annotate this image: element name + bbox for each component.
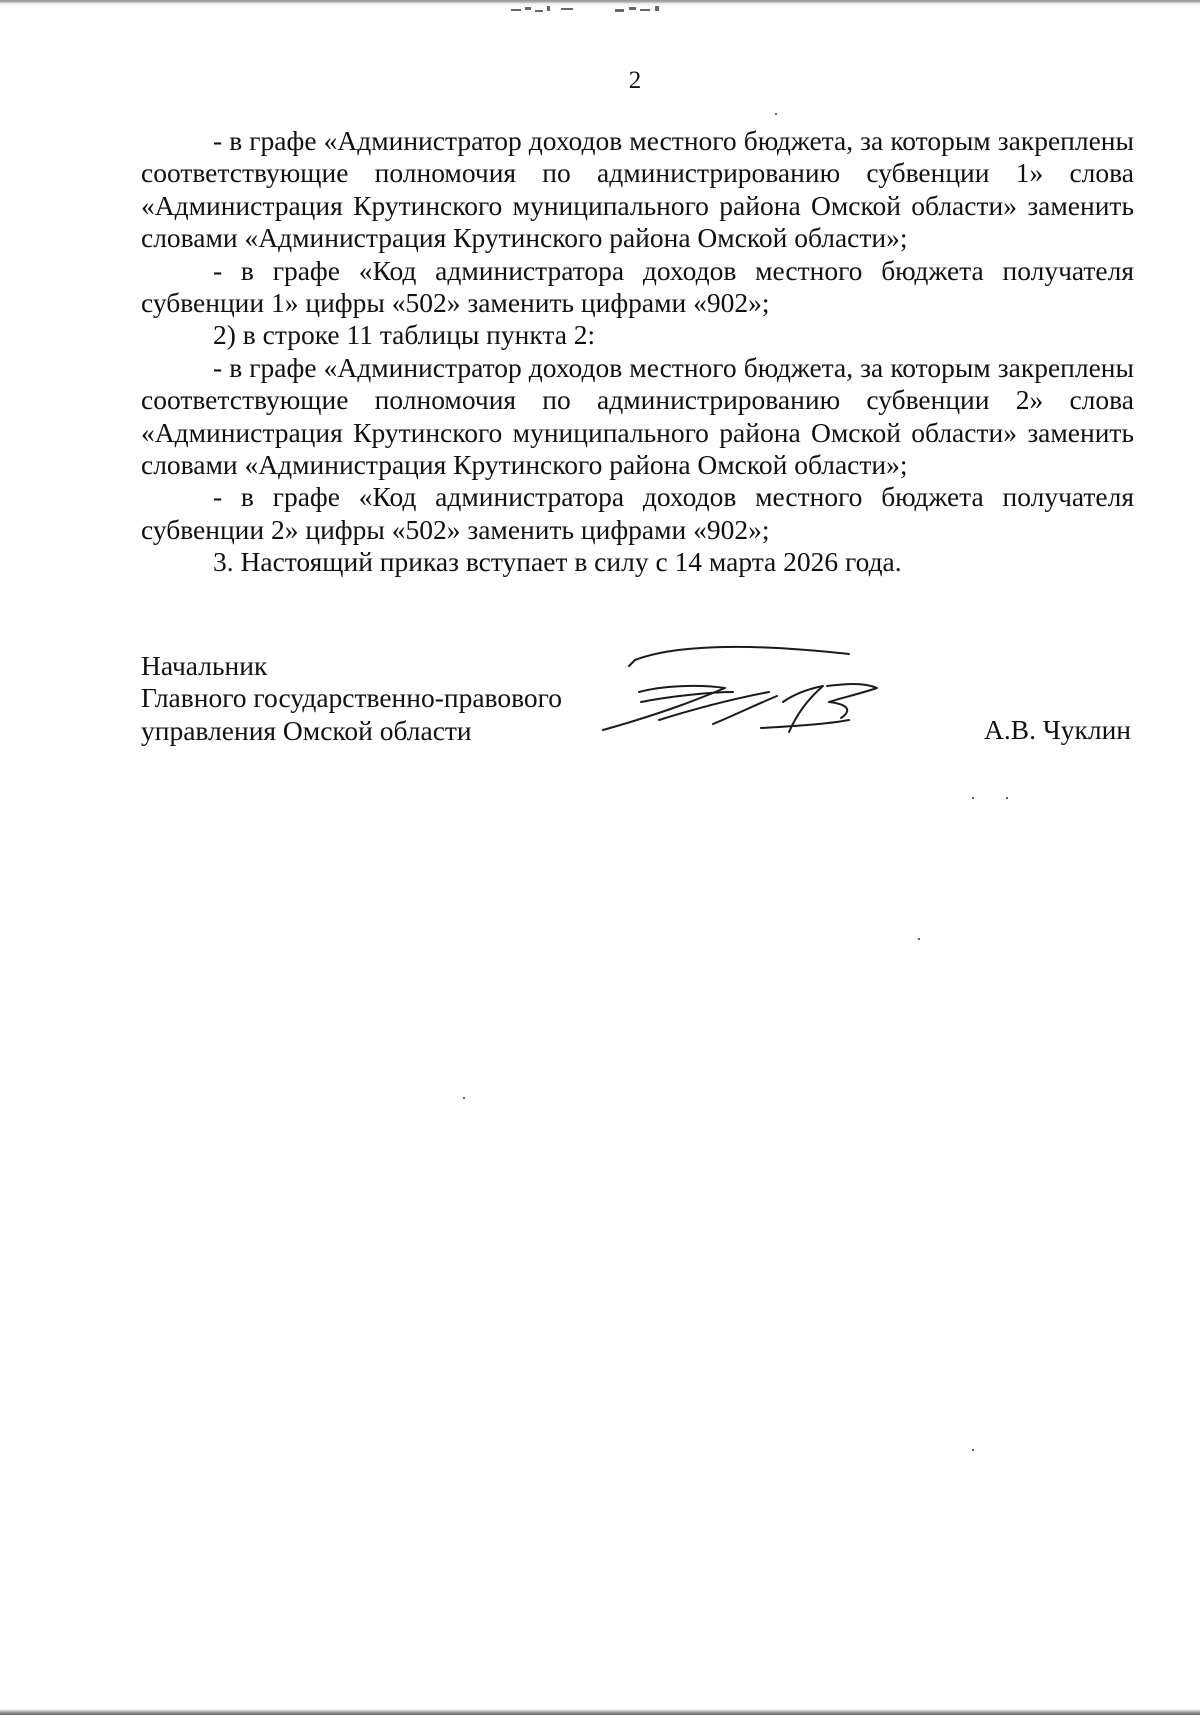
scan-artifact <box>505 3 695 17</box>
paragraph-code-column-subvention-1: - в графе «Код администратора доходов местного бюджета получателя субвенции 1» цифры «502» заменить цифрами «902»; <box>141 254 1134 319</box>
signature-block <box>141 650 1141 760</box>
signer-position-line: управления Омской области <box>141 714 472 746</box>
page-number: 2 <box>628 67 642 94</box>
paragraph-row-11-table-2: 2) в строке 11 таблицы пункта 2: <box>213 319 596 351</box>
scan-speck <box>972 797 974 799</box>
scan-speck <box>463 1097 465 1099</box>
paragraph-admin-column-subvention-1: - в графе «Администратор доходов местного бюджета, за которым закреплены соответствующие полномочия по администрированию субвенции 1» слова «Администрация Крутинского муниципального района Омской области» заменить словами «Администрация Крутинского района Омской области»; <box>141 125 1134 254</box>
scan-edge-bottom <box>0 1709 1200 1715</box>
scan-speck <box>775 113 777 115</box>
scan-speck <box>972 1449 974 1451</box>
signer-name: А.В. Чуклин <box>984 714 1131 745</box>
signer-position-line: Начальник <box>141 650 268 681</box>
document-body <box>141 125 1134 579</box>
paragraph-code-column-subvention-2: - в графе «Код администратора доходов местного бюджета получателя субвенции 2» цифры «502» заменить цифрами «902»; <box>141 481 1134 545</box>
signer-position <box>141 650 562 747</box>
scan-speck <box>918 938 920 940</box>
paragraph-effective-date: 3. Настоящий приказ вступает в силу с 14 марта 2026 года. <box>213 546 902 578</box>
paragraph-admin-column-subvention-2: - в графе «Администратор доходов местного бюджета, за которым закреплены соответствующие полномочия по администрированию субвенции 2» слова «Администрация Крутинского муниципального района Омской области» заменить словами «Администрация Крутинского района Омской области»; <box>141 351 1134 481</box>
scan-speck <box>1006 797 1008 799</box>
signer-position-line: Главного государственно-правового <box>141 682 562 714</box>
handwritten-signature-icon <box>601 640 921 750</box>
